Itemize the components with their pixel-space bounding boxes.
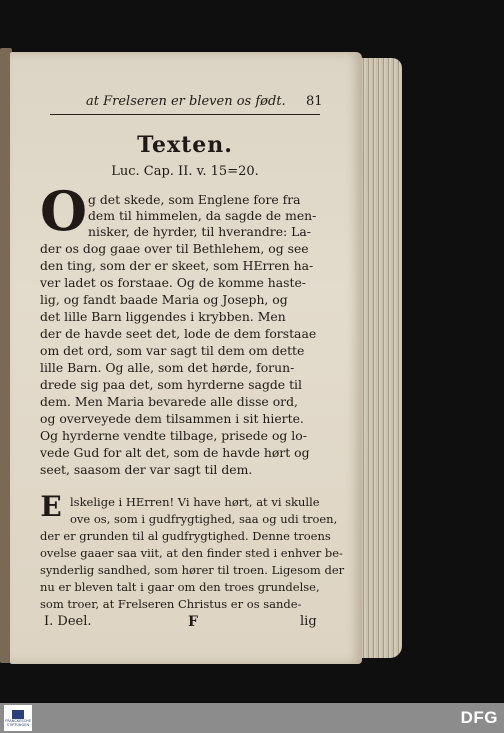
- text-line: det lille Barn liggendes i krybben. Men: [40, 309, 286, 324]
- text-line: der er grunden til al gudfrygtighed. Denne troens: [40, 529, 331, 543]
- text-line: dem til himmelen, da sagde de men-: [88, 208, 317, 223]
- library-logo-icon: [12, 710, 24, 719]
- text-line: g det skede, som Englene fore fra: [88, 192, 301, 207]
- section-title: Texten.: [137, 132, 233, 158]
- text-line: drede sig paa det, som hyrderne sagde til: [40, 377, 302, 392]
- text-line: der de havde seet det, lode de dem forstaae: [40, 326, 317, 341]
- text-line: synderlig sandhed, som hører til troen. Ligesom der: [40, 563, 345, 577]
- library-logo[interactable]: [4, 705, 32, 731]
- scripture-reference: Luc. Cap. II. v. 15=20.: [111, 164, 259, 179]
- page-number: 81: [306, 94, 323, 109]
- catchword: lig: [300, 614, 317, 629]
- text-line: og overveyede dem tilsammen i sit hierte.: [40, 411, 304, 426]
- book-page: [10, 52, 362, 664]
- text-line: dem. Men Maria bevarede alle disse ord,: [40, 394, 298, 409]
- text-line: lskelige i HErren! Vi have hørt, at vi skulle: [70, 495, 320, 509]
- text-line: som troer, at Frelseren Christus er os sande-: [40, 597, 302, 611]
- page-stack-edge: [356, 58, 402, 658]
- text-line: lig, og fandt baade Maria og Joseph, og: [40, 292, 288, 307]
- viewer-footer-bar: [0, 703, 504, 733]
- text-line: nu er bleven talt i gaar om den troes grundelse,: [40, 580, 320, 594]
- header-rule: [50, 114, 320, 115]
- signature-mark: I. Deel.: [44, 614, 92, 629]
- text-line: ver ladet os forstaae. Og de komme haste-: [40, 275, 306, 290]
- text-line: ove os, som i gudfrygtighed, saa og udi troen,: [70, 512, 338, 526]
- text-line: den ting, som der er skeet, som HErren ha-: [40, 258, 314, 273]
- text-line: ovelse gaaer saa viit, at den finder sted i enhver be-: [40, 546, 343, 560]
- text-line: vede Gud for alt det, som de havde hørt og: [40, 445, 310, 460]
- drop-cap-initial: O: [40, 179, 88, 243]
- text-line: seet, saasom der var sagt til dem.: [40, 462, 253, 477]
- text-line: om det ord, som var sagt til dem om dette: [40, 343, 305, 358]
- text-line: lille Barn. Og alle, som det hørde, forun-: [40, 360, 295, 375]
- paragraph-initial: E: [40, 490, 62, 523]
- text-line: Og hyrderne vendte tilbage, prisede og lo-: [40, 428, 307, 443]
- text-line: der os dog gaae over til Bethlehem, og see: [40, 241, 309, 256]
- running-head: at Frelseren er bleven os født.: [86, 94, 286, 109]
- dfg-logo[interactable]: DFG: [460, 708, 498, 727]
- library-logo-text: FRANCKESCHE STIFTUNGEN: [5, 718, 31, 727]
- text-line: nisker, de hyrder, til hverandre: La-: [88, 224, 311, 239]
- signature-letter: F: [188, 614, 198, 630]
